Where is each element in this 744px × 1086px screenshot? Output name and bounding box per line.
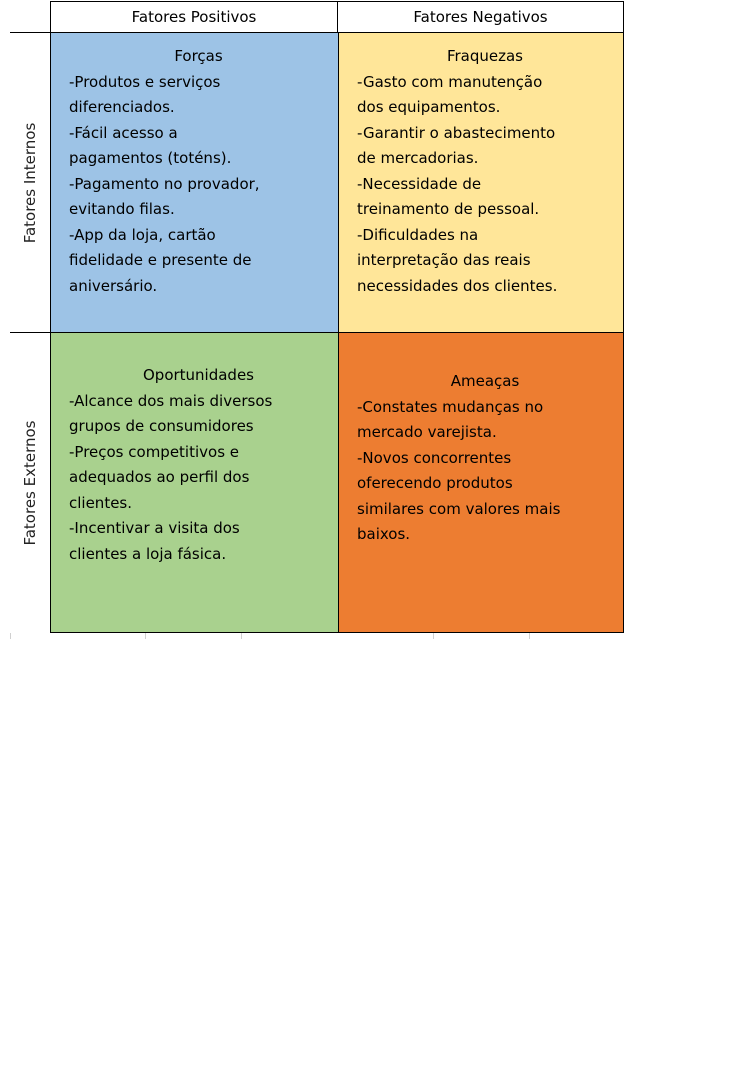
opportunities-line: -Incentivar a visita dos xyxy=(69,519,240,537)
opportunities-line: clientes a loja fásica. xyxy=(69,544,227,563)
quadrant-weaknesses xyxy=(338,32,624,332)
grid-tick xyxy=(433,633,434,639)
threats-line: baixos. xyxy=(357,525,411,543)
threats-line: similares com valores mais xyxy=(357,499,561,518)
weaknesses-line: de mercadorias. xyxy=(357,149,479,167)
grid-tick xyxy=(241,633,242,639)
weaknesses-line: -Garantir o abastecimento xyxy=(357,123,556,142)
strengths-line: -Pagamento no provador, xyxy=(69,174,260,193)
header-negative-factors: Fatores Negativos xyxy=(338,1,624,32)
threats-title: Ameaças xyxy=(450,372,520,390)
grid-tick xyxy=(10,633,11,639)
opportunities-line: -Preços competitivos e xyxy=(69,442,240,461)
weaknesses-line: interpretação das reais xyxy=(357,251,531,269)
weaknesses-line: -Gasto com manutenção xyxy=(357,72,543,91)
strengths-line: -Fácil acesso a xyxy=(69,123,178,142)
strengths-line: fidelidade e presente de xyxy=(69,251,252,269)
threats-line: oferecendo produtos xyxy=(357,474,513,492)
strengths-title: Forças xyxy=(174,47,223,65)
label-internal-factors: Fatores Internos xyxy=(21,122,39,243)
threats-line: -Novos concorrentes xyxy=(357,448,512,467)
weaknesses-line: treinamento de pessoal. xyxy=(357,200,540,218)
threats-line: -Constates mudanças no xyxy=(357,397,544,416)
opportunities-line: adequados ao perfil dos xyxy=(69,468,250,486)
opportunities-line: grupos de consumidores xyxy=(69,417,254,435)
weaknesses-line: -Dificuldades na xyxy=(357,225,479,244)
strengths-line: pagamentos (toténs). xyxy=(69,149,232,167)
opportunities-line: -Alcance dos mais diversos xyxy=(69,391,273,410)
row-header-internal xyxy=(10,32,50,332)
header-positive-factors: Fatores Positivos xyxy=(50,1,338,32)
weaknesses-line: dos equipamentos. xyxy=(357,98,501,116)
quadrant-strengths xyxy=(50,32,338,332)
weaknesses-line: necessidades dos clientes. xyxy=(357,276,558,295)
label-external-factors: Fatores Externos xyxy=(21,419,39,546)
strengths-line: aniversário. xyxy=(69,276,158,295)
corner-cell xyxy=(10,1,50,32)
quadrant-threats xyxy=(338,332,624,633)
quadrant-opportunities xyxy=(50,332,338,633)
strengths-line: -Produtos e serviços xyxy=(69,72,221,91)
weaknesses-title: Fraquezas xyxy=(446,47,524,65)
grid-tick xyxy=(529,633,530,639)
strengths-line: diferenciados. xyxy=(69,98,175,116)
threats-line: mercado varejista. xyxy=(357,423,497,441)
weaknesses-line: -Necessidade de xyxy=(357,174,482,193)
grid-tick xyxy=(145,633,146,639)
opportunities-title: Oportunidades xyxy=(142,366,254,384)
strengths-line: evitando filas. xyxy=(69,200,175,218)
strengths-line: -App da loja, cartão xyxy=(69,225,216,244)
opportunities-line: clientes. xyxy=(69,493,133,512)
row-header-external xyxy=(10,332,50,632)
